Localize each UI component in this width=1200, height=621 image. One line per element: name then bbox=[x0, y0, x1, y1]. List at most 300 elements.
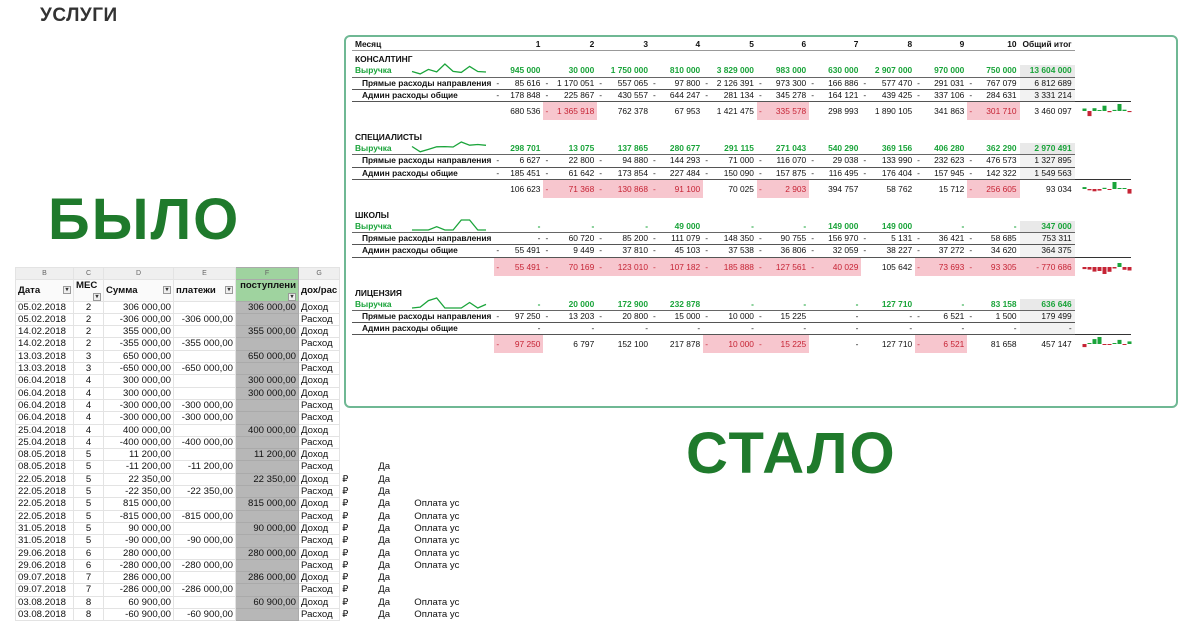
sheet-cell[interactable]: 13.03.2018 bbox=[16, 350, 74, 362]
sheet-cell[interactable]: -90 000,00 bbox=[104, 535, 174, 547]
revenue-value[interactable]: - bbox=[974, 221, 1019, 233]
cost-value[interactable]: 133 990 bbox=[868, 155, 915, 167]
result-total-cell[interactable] bbox=[1020, 102, 1075, 121]
sheet-cell[interactable]: ₽ bbox=[342, 522, 349, 534]
cost-value[interactable]: 45 103 bbox=[658, 245, 703, 257]
sheet-cell[interactable]: 815 000,00 bbox=[236, 498, 299, 510]
sheet-cell[interactable]: Оплата ус bbox=[414, 498, 460, 510]
cost-value[interactable]: - bbox=[710, 323, 757, 335]
cost-total[interactable]: 1 549 563 bbox=[1020, 167, 1075, 179]
revenue-value[interactable]: 20 000 bbox=[550, 299, 597, 311]
cost-value[interactable]: 34 620 bbox=[974, 245, 1019, 257]
sheet-cell[interactable]: 280 000,00 bbox=[104, 547, 174, 559]
sheet-cell[interactable]: Доход bbox=[299, 301, 340, 313]
sheet-cell[interactable] bbox=[412, 486, 462, 498]
sheet-cell[interactable]: 5 bbox=[74, 510, 104, 522]
sheet-cell[interactable]: -400 000,00 bbox=[104, 436, 174, 448]
sheet-cell[interactable]: -306 000,00 bbox=[174, 313, 236, 325]
revenue-value[interactable]: - bbox=[922, 299, 967, 311]
sheet-cell[interactable] bbox=[340, 436, 376, 448]
column-header[interactable] bbox=[174, 280, 236, 301]
column-letter[interactable]: F bbox=[236, 268, 299, 280]
result-value[interactable]: 217 878 bbox=[658, 335, 703, 354]
sheet-cell[interactable]: 280 000,00 bbox=[236, 547, 299, 559]
cost-value[interactable]: 178 848 bbox=[501, 89, 543, 101]
cost-value[interactable]: 337 106 bbox=[922, 89, 967, 101]
sheet-cell[interactable]: 4 bbox=[74, 436, 104, 448]
sheet-cell[interactable]: Расход bbox=[299, 609, 340, 621]
cost-value[interactable]: 36 806 bbox=[764, 245, 809, 257]
sheet-cell[interactable] bbox=[174, 350, 236, 362]
sheet-cell[interactable]: 22.05.2018 bbox=[16, 498, 74, 510]
cost-total[interactable]: 6 812 689 bbox=[1020, 77, 1075, 89]
sheet-cell[interactable]: Расход bbox=[299, 584, 340, 596]
cost-value[interactable]: 157 945 bbox=[922, 167, 967, 179]
cost-value[interactable]: 60 720 bbox=[550, 233, 597, 245]
sheet-cell[interactable]: 29.06.2018 bbox=[16, 559, 74, 571]
sheet-cell[interactable]: 06.04.2018 bbox=[16, 387, 74, 399]
result-value[interactable]: 394 757 bbox=[816, 179, 861, 198]
cost-value[interactable]: 71 000 bbox=[710, 155, 757, 167]
sheet-cell[interactable]: Доход bbox=[299, 596, 340, 608]
cost-value[interactable]: 156 970 bbox=[816, 233, 861, 245]
cost-value[interactable]: 227 484 bbox=[658, 167, 703, 179]
cost-value[interactable]: 577 470 bbox=[868, 77, 915, 89]
column-letter[interactable]: B bbox=[16, 268, 74, 280]
result-value[interactable]: 106 623 bbox=[501, 179, 543, 198]
sheet-cell[interactable]: ₽ bbox=[342, 584, 349, 596]
cost-value[interactable]: 185 451 bbox=[501, 167, 543, 179]
revenue-value[interactable]: 172 900 bbox=[604, 299, 651, 311]
cost-value[interactable]: 476 573 bbox=[974, 155, 1019, 167]
sheet-cell[interactable]: Да bbox=[378, 461, 391, 473]
sheet-cell[interactable]: 06.04.2018 bbox=[16, 375, 74, 387]
sheet-cell[interactable]: 22.05.2018 bbox=[16, 510, 74, 522]
sheet-cell[interactable]: 5 bbox=[74, 535, 104, 547]
result-value[interactable]: 130 868 bbox=[604, 179, 651, 198]
cost-value[interactable]: - bbox=[816, 323, 861, 335]
result-value[interactable]: 73 693 bbox=[922, 257, 967, 276]
sheet-cell[interactable]: ₽ bbox=[342, 510, 349, 522]
sheet-cell[interactable]: Расход bbox=[299, 559, 340, 571]
sheet-cell[interactable]: -300 000,00 bbox=[104, 399, 174, 411]
sheet-cell[interactable] bbox=[174, 387, 236, 399]
sheet-cell[interactable]: -90 000,00 bbox=[174, 535, 236, 547]
sheet-cell[interactable]: Доход bbox=[299, 547, 340, 559]
sheet-cell[interactable]: ₽ bbox=[342, 535, 349, 547]
result-total-cell[interactable] bbox=[1020, 335, 1075, 354]
sheet-cell[interactable] bbox=[174, 301, 236, 313]
sheet-cell[interactable]: 14.02.2018 bbox=[16, 326, 74, 338]
cost-total[interactable]: - bbox=[1020, 323, 1075, 335]
revenue-value[interactable]: 3 829 000 bbox=[710, 65, 757, 77]
cost-value[interactable]: 55 491 bbox=[501, 245, 543, 257]
sheet-cell[interactable] bbox=[236, 436, 299, 448]
sheet-cell[interactable] bbox=[174, 449, 236, 461]
result-value[interactable]: 152 100 bbox=[604, 335, 651, 354]
sheet-cell[interactable]: 286 000,00 bbox=[104, 572, 174, 584]
sheet-cell[interactable]: 05.02.2018 bbox=[16, 301, 74, 313]
revenue-value[interactable]: 1 750 000 bbox=[604, 65, 651, 77]
sheet-cell[interactable]: 2 bbox=[74, 301, 104, 313]
revenue-value[interactable]: 369 156 bbox=[868, 143, 915, 155]
result-value[interactable]: 10 000 bbox=[710, 335, 757, 354]
cost-value[interactable]: 176 404 bbox=[868, 167, 915, 179]
sheet-cell[interactable]: Доход bbox=[299, 424, 340, 436]
revenue-value[interactable]: 83 158 bbox=[974, 299, 1019, 311]
sheet-cell[interactable]: -300 000,00 bbox=[174, 399, 236, 411]
sheet-cell[interactable]: 3 bbox=[74, 363, 104, 375]
column-letter[interactable]: C bbox=[74, 268, 104, 280]
sheet-cell[interactable]: 815 000,00 bbox=[104, 498, 174, 510]
sheet-cell[interactable]: 355 000,00 bbox=[104, 326, 174, 338]
sheet-cell[interactable]: Расход bbox=[299, 313, 340, 325]
revenue-value[interactable]: 970 000 bbox=[922, 65, 967, 77]
sheet-cell[interactable]: 650 000,00 bbox=[104, 350, 174, 362]
result-value[interactable]: 67 953 bbox=[658, 102, 703, 121]
cost-value[interactable]: - bbox=[922, 323, 967, 335]
cost-value[interactable]: 6 521 bbox=[922, 311, 967, 323]
revenue-value[interactable]: 540 290 bbox=[816, 143, 861, 155]
revenue-value[interactable]: - bbox=[764, 221, 809, 233]
sheet-cell[interactable]: 286 000,00 bbox=[236, 572, 299, 584]
sheet-cell[interactable]: 5 bbox=[74, 473, 104, 485]
sheet-cell[interactable]: Доход bbox=[299, 350, 340, 362]
cost-total[interactable]: 179 499 bbox=[1020, 311, 1075, 323]
column-letter[interactable]: E bbox=[174, 268, 236, 280]
sheet-cell[interactable]: 2 bbox=[74, 313, 104, 325]
sheet-cell[interactable]: 355 000,00 bbox=[236, 326, 299, 338]
sheet-cell[interactable]: 7 bbox=[74, 584, 104, 596]
sheet-cell[interactable]: 25.04.2018 bbox=[16, 436, 74, 448]
sheet-cell[interactable]: Оплата ус bbox=[414, 596, 460, 608]
result-value[interactable]: 107 182 bbox=[658, 257, 703, 276]
sheet-cell[interactable]: Расход bbox=[299, 510, 340, 522]
sheet-cell[interactable]: 4 bbox=[74, 399, 104, 411]
result-value[interactable]: 97 250 bbox=[501, 335, 543, 354]
sheet-cell[interactable]: Оплата ус bbox=[414, 510, 460, 522]
cost-total[interactable]: 1 327 895 bbox=[1020, 155, 1075, 167]
revenue-value[interactable]: - bbox=[764, 299, 809, 311]
sheet-cell[interactable]: Да bbox=[378, 535, 391, 547]
sheet-cell[interactable]: Доход bbox=[299, 498, 340, 510]
sheet-cell[interactable] bbox=[236, 486, 299, 498]
revenue-value[interactable]: 406 280 bbox=[922, 143, 967, 155]
filter-dropdown-icon[interactable]: ▾ bbox=[163, 286, 171, 294]
sheet-cell[interactable]: Доход bbox=[299, 375, 340, 387]
revenue-value[interactable]: - bbox=[710, 299, 757, 311]
cost-value[interactable]: - bbox=[658, 323, 703, 335]
sheet-cell[interactable]: -280 000,00 bbox=[174, 559, 236, 571]
cost-value[interactable]: 111 079 bbox=[658, 233, 703, 245]
sheet-cell[interactable]: -650 000,00 bbox=[174, 363, 236, 375]
cost-value[interactable]: 291 031 bbox=[922, 77, 967, 89]
sheet-cell[interactable] bbox=[412, 461, 462, 473]
sheet-cell[interactable]: ₽ bbox=[342, 559, 349, 571]
sheet-cell[interactable]: 14.02.2018 bbox=[16, 338, 74, 350]
result-value[interactable]: 127 710 bbox=[868, 335, 915, 354]
revenue-value[interactable]: 298 701 bbox=[501, 143, 543, 155]
sheet-cell[interactable]: -300 000,00 bbox=[104, 412, 174, 424]
cost-value[interactable]: 148 350 bbox=[710, 233, 757, 245]
sheet-cell[interactable]: 8 bbox=[74, 609, 104, 621]
sheet-cell[interactable] bbox=[412, 584, 462, 596]
sheet-cell[interactable]: Доход bbox=[299, 387, 340, 399]
cost-value[interactable]: 90 755 bbox=[764, 233, 809, 245]
result-value[interactable]: 298 993 bbox=[816, 102, 861, 121]
filter-dropdown-icon[interactable]: ▾ bbox=[93, 293, 101, 301]
sheet-cell[interactable] bbox=[376, 436, 412, 448]
result-value[interactable]: 256 605 bbox=[974, 179, 1019, 198]
sheet-cell[interactable]: 25.04.2018 bbox=[16, 424, 74, 436]
sheet-cell[interactable]: 60 900,00 bbox=[236, 596, 299, 608]
sheet-cell[interactable]: Расход bbox=[299, 363, 340, 375]
sheet-cell[interactable]: ₽ bbox=[342, 572, 349, 584]
sheet-cell[interactable]: -300 000,00 bbox=[174, 412, 236, 424]
sheet-cell[interactable]: 29.06.2018 bbox=[16, 547, 74, 559]
cost-value[interactable]: 284 631 bbox=[974, 89, 1019, 101]
sheet-cell[interactable]: 31.05.2018 bbox=[16, 535, 74, 547]
sheet-cell[interactable]: 09.07.2018 bbox=[16, 584, 74, 596]
cost-value[interactable]: - bbox=[974, 323, 1019, 335]
sheet-cell[interactable]: Расход bbox=[299, 486, 340, 498]
result-value[interactable]: 1 421 475 bbox=[710, 102, 757, 121]
cost-value[interactable]: - bbox=[550, 323, 597, 335]
sheet-cell[interactable]: ₽ bbox=[342, 498, 349, 510]
revenue-value[interactable]: - bbox=[501, 221, 543, 233]
cost-value[interactable]: 15 000 bbox=[658, 311, 703, 323]
result-value[interactable]: 15 225 bbox=[764, 335, 809, 354]
result-value[interactable]: 1 365 918 bbox=[550, 102, 597, 121]
sheet-cell[interactable]: Расход bbox=[299, 436, 340, 448]
column-header[interactable] bbox=[299, 280, 340, 301]
revenue-value[interactable]: 49 000 bbox=[658, 221, 703, 233]
revenue-value[interactable]: 137 865 bbox=[604, 143, 651, 155]
sheet-cell[interactable]: Расход bbox=[299, 338, 340, 350]
result-value[interactable]: 123 010 bbox=[604, 257, 651, 276]
sheet-cell[interactable] bbox=[236, 609, 299, 621]
sheet-cell[interactable]: 90 000,00 bbox=[236, 522, 299, 534]
result-value[interactable]: 341 863 bbox=[922, 102, 967, 121]
sheet-cell[interactable]: Оплата ус bbox=[414, 547, 460, 559]
sheet-cell[interactable]: 5 bbox=[74, 449, 104, 461]
sheet-cell[interactable]: Расход bbox=[299, 535, 340, 547]
cost-value[interactable]: 2 126 391 bbox=[710, 77, 757, 89]
revenue-total[interactable]: 636 646 bbox=[1020, 299, 1075, 311]
cost-value[interactable]: 22 800 bbox=[550, 155, 597, 167]
sheet-cell[interactable]: -400 000,00 bbox=[174, 436, 236, 448]
sheet-cell[interactable]: -286 000,00 bbox=[174, 584, 236, 596]
sheet-cell[interactable]: 400 000,00 bbox=[236, 424, 299, 436]
sheet-cell[interactable] bbox=[236, 363, 299, 375]
result-value[interactable]: 81 658 bbox=[974, 335, 1019, 354]
sheet-cell[interactable]: -60 900,00 bbox=[104, 609, 174, 621]
cost-value[interactable]: 439 425 bbox=[868, 89, 915, 101]
sheet-cell[interactable]: Оплата ус bbox=[414, 609, 460, 621]
sheet-cell[interactable]: 2 bbox=[74, 338, 104, 350]
result-value[interactable]: 762 378 bbox=[604, 102, 651, 121]
sheet-cell[interactable] bbox=[340, 424, 376, 436]
sheet-cell[interactable]: Да bbox=[378, 473, 391, 485]
sheet-cell[interactable]: 11 200,00 bbox=[104, 449, 174, 461]
cost-value[interactable]: 973 300 bbox=[764, 77, 809, 89]
cost-value[interactable]: 37 810 bbox=[604, 245, 651, 257]
sheet-cell[interactable]: -60 900,00 bbox=[174, 609, 236, 621]
revenue-value[interactable]: 280 677 bbox=[658, 143, 703, 155]
sheet-cell[interactable] bbox=[236, 535, 299, 547]
cost-value[interactable]: 144 293 bbox=[658, 155, 703, 167]
cost-value[interactable]: 9 449 bbox=[550, 245, 597, 257]
cost-value[interactable]: 116 495 bbox=[816, 167, 861, 179]
revenue-value[interactable]: 810 000 bbox=[658, 65, 703, 77]
sheet-cell[interactable]: 06.04.2018 bbox=[16, 412, 74, 424]
sheet-cell[interactable]: 90 000,00 bbox=[104, 522, 174, 534]
revenue-value[interactable]: 291 115 bbox=[710, 143, 757, 155]
revenue-value[interactable]: - bbox=[816, 299, 861, 311]
sheet-cell[interactable] bbox=[174, 473, 236, 485]
sheet-cell[interactable]: Доход bbox=[299, 522, 340, 534]
revenue-total[interactable]: 2 970 491 bbox=[1020, 143, 1075, 155]
result-value[interactable]: 127 561 bbox=[764, 257, 809, 276]
result-value[interactable]: 93 305 bbox=[974, 257, 1019, 276]
sheet-cell[interactable]: -22 350,00 bbox=[174, 486, 236, 498]
sheet-cell[interactable]: -286 000,00 bbox=[104, 584, 174, 596]
sheet-cell[interactable]: -280 000,00 bbox=[104, 559, 174, 571]
cost-value[interactable]: 94 880 bbox=[604, 155, 651, 167]
sheet-cell[interactable]: 22.05.2018 bbox=[16, 486, 74, 498]
cost-value[interactable]: 157 875 bbox=[764, 167, 809, 179]
sheet-cell[interactable]: 5 bbox=[74, 498, 104, 510]
sheet-cell[interactable]: 4 bbox=[74, 387, 104, 399]
cost-total[interactable]: 753 311 bbox=[1020, 233, 1075, 245]
sheet-cell[interactable]: Оплата ус bbox=[414, 535, 460, 547]
cost-value[interactable]: - bbox=[816, 311, 861, 323]
revenue-value[interactable]: 149 000 bbox=[868, 221, 915, 233]
sheet-cell[interactable] bbox=[412, 473, 462, 485]
revenue-value[interactable]: 630 000 bbox=[816, 65, 861, 77]
column-header[interactable] bbox=[16, 280, 74, 301]
cost-value[interactable]: 10 000 bbox=[710, 311, 757, 323]
sheet-cell[interactable]: 400 000,00 bbox=[104, 424, 174, 436]
sheet-cell[interactable]: 300 000,00 bbox=[104, 375, 174, 387]
sheet-cell[interactable]: 6 bbox=[74, 547, 104, 559]
sheet-cell[interactable] bbox=[412, 436, 462, 448]
filter-dropdown-icon[interactable]: ▾ bbox=[288, 293, 296, 301]
sheet-cell[interactable]: 2 bbox=[74, 326, 104, 338]
sheet-cell[interactable] bbox=[236, 461, 299, 473]
cost-value[interactable]: 58 685 bbox=[974, 233, 1019, 245]
revenue-value[interactable]: 13 075 bbox=[550, 143, 597, 155]
sheet-cell[interactable]: ₽ bbox=[342, 596, 349, 608]
revenue-value[interactable]: - bbox=[710, 221, 757, 233]
sheet-cell[interactable]: Доход bbox=[299, 572, 340, 584]
sheet-cell[interactable]: Да bbox=[378, 547, 391, 559]
sheet-cell[interactable]: Оплата ус bbox=[414, 559, 460, 571]
column-letter[interactable]: D bbox=[104, 268, 174, 280]
result-value[interactable]: 15 712 bbox=[922, 179, 967, 198]
sheet-cell[interactable]: -815 000,00 bbox=[104, 510, 174, 522]
sheet-cell[interactable]: Да bbox=[378, 559, 391, 571]
result-value[interactable]: 301 710 bbox=[974, 102, 1019, 121]
revenue-total[interactable]: 13 604 000 bbox=[1020, 65, 1075, 77]
sheet-cell[interactable]: 6 bbox=[74, 559, 104, 571]
sheet-cell[interactable] bbox=[412, 412, 462, 424]
sheet-cell[interactable]: ₽ bbox=[342, 486, 349, 498]
sheet-cell[interactable]: Расход bbox=[299, 461, 340, 473]
sheet-cell[interactable]: 306 000,00 bbox=[236, 301, 299, 313]
sheet-cell[interactable] bbox=[412, 424, 462, 436]
sheet-cell[interactable]: 06.04.2018 bbox=[16, 399, 74, 411]
sheet-cell[interactable] bbox=[174, 424, 236, 436]
revenue-value[interactable]: 127 710 bbox=[868, 299, 915, 311]
sheet-cell[interactable]: Доход bbox=[299, 326, 340, 338]
sheet-cell[interactable]: 22.05.2018 bbox=[16, 473, 74, 485]
cost-value[interactable]: 644 247 bbox=[658, 89, 703, 101]
revenue-value[interactable]: 362 290 bbox=[974, 143, 1019, 155]
sheet-cell[interactable]: Да bbox=[378, 498, 391, 510]
sheet-cell[interactable] bbox=[236, 399, 299, 411]
sheet-cell[interactable]: 300 000,00 bbox=[236, 375, 299, 387]
sheet-cell[interactable]: 306 000,00 bbox=[104, 301, 174, 313]
cost-value[interactable]: 37 538 bbox=[710, 245, 757, 257]
sheet-cell[interactable]: 60 900,00 bbox=[104, 596, 174, 608]
sheet-cell[interactable]: 5 bbox=[74, 522, 104, 534]
sheet-cell[interactable]: 08.05.2018 bbox=[16, 449, 74, 461]
result-value[interactable]: 1 890 105 bbox=[868, 102, 915, 121]
sheet-cell[interactable] bbox=[174, 375, 236, 387]
sheet-cell[interactable]: 11 200,00 bbox=[236, 449, 299, 461]
sheet-cell[interactable]: -355 000,00 bbox=[104, 338, 174, 350]
sheet-cell[interactable]: -355 000,00 bbox=[174, 338, 236, 350]
column-letter[interactable]: G bbox=[299, 268, 340, 280]
sheet-cell[interactable] bbox=[340, 449, 376, 461]
cost-value[interactable]: 164 121 bbox=[816, 89, 861, 101]
result-value[interactable]: 71 368 bbox=[550, 179, 597, 198]
cost-value[interactable]: 13 203 bbox=[550, 311, 597, 323]
cost-value[interactable]: 557 065 bbox=[604, 77, 651, 89]
sheet-cell[interactable]: 300 000,00 bbox=[236, 387, 299, 399]
cost-value[interactable]: 37 272 bbox=[922, 245, 967, 257]
sheet-cell[interactable]: 7 bbox=[74, 572, 104, 584]
cost-value[interactable]: 97 250 bbox=[501, 311, 543, 323]
sheet-cell[interactable] bbox=[376, 412, 412, 424]
sheet-cell[interactable]: 22 350,00 bbox=[236, 473, 299, 485]
sheet-cell[interactable] bbox=[376, 449, 412, 461]
cost-value[interactable]: 142 322 bbox=[974, 167, 1019, 179]
sheet-cell[interactable]: 09.07.2018 bbox=[16, 572, 74, 584]
sheet-cell[interactable]: Оплата ус bbox=[414, 522, 460, 534]
revenue-value[interactable]: - bbox=[501, 299, 543, 311]
filter-dropdown-icon[interactable]: ▾ bbox=[225, 286, 233, 294]
result-value[interactable]: 6 521 bbox=[922, 335, 967, 354]
sheet-cell[interactable]: 650 000,00 bbox=[236, 350, 299, 362]
cost-value[interactable]: - bbox=[868, 311, 915, 323]
sheet-cell[interactable] bbox=[236, 313, 299, 325]
sheet-cell[interactable] bbox=[236, 412, 299, 424]
result-value[interactable]: 40 029 bbox=[816, 257, 861, 276]
column-header[interactable] bbox=[236, 280, 299, 301]
cost-value[interactable]: 61 642 bbox=[550, 167, 597, 179]
revenue-total[interactable]: 347 000 bbox=[1020, 221, 1075, 233]
cost-value[interactable]: 173 854 bbox=[604, 167, 651, 179]
revenue-value[interactable]: - bbox=[604, 221, 651, 233]
cost-value[interactable]: 32 059 bbox=[816, 245, 861, 257]
cost-value[interactable]: 1 500 bbox=[974, 311, 1019, 323]
sheet-cell[interactable] bbox=[174, 326, 236, 338]
sheet-cell[interactable]: Да bbox=[378, 522, 391, 534]
filter-dropdown-icon[interactable]: ▾ bbox=[63, 286, 71, 294]
cost-value[interactable]: - bbox=[501, 323, 543, 335]
